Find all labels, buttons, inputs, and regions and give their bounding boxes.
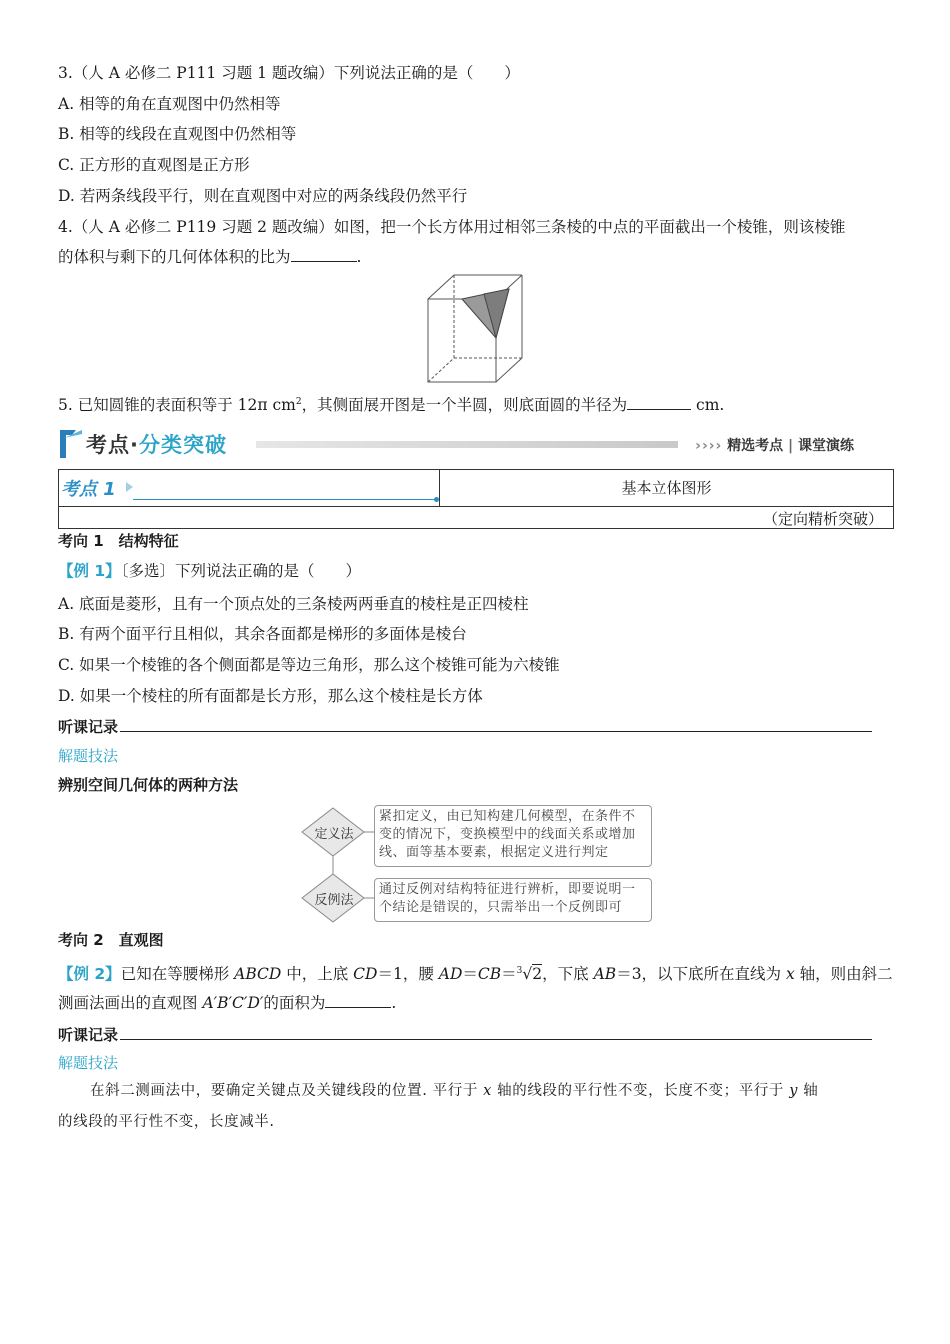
example-2-line1 (58, 961, 893, 984)
example-2-line2 (58, 993, 396, 1013)
example-1-tag: 【例 1】 (58, 562, 121, 580)
banner-right-b: 课堂演练 (798, 438, 854, 454)
q4-line1: 4.（人 A 必修二 P119 习题 2 题改编）如图，把一个长方体用过相邻三条棱的中点的平面截出一个棱锥，则该棱锥 (58, 218, 846, 236)
example-2-text: ＝3，以下底所在直线为 (616, 965, 786, 984)
var-cb: CB (477, 965, 502, 984)
example-1-text: 下列说法正确的是（ ） (174, 562, 361, 580)
tip-text: 轴 (798, 1083, 819, 1099)
chevrons-icon: ›››› (695, 438, 723, 454)
kaodian-box (58, 469, 894, 529)
q4-line2-text: 的体积与剩下的几何体体积的比为 (58, 248, 291, 266)
example-2-text: 测画法画出的直观图 (58, 994, 203, 1012)
cube-root: $^3$√2 (516, 965, 543, 984)
example-2-tag: 【例 2】 (58, 965, 121, 984)
example-2-text: ，下底 (542, 965, 594, 984)
answer-blank[interactable] (627, 395, 691, 410)
example-2-text: ＝ (462, 965, 478, 984)
section-title-dot: · (130, 433, 139, 457)
q5-line (58, 392, 724, 415)
record-label: 听课记录 (58, 1026, 119, 1044)
example-2-text: 已知在等腰梯形 (120, 965, 235, 984)
record-row-2 (58, 1024, 872, 1045)
def-method-box: 紧扣定义，由已知构建几何模型，在条件不变的情况下，变换模型中的线面关系或增加线、面等基本要素，根据定义进行判定 (374, 805, 652, 867)
q3-stem: 3.（人 A 必修二 P111 习题 1 题改编）下列说法正确的是（ ） (58, 64, 520, 82)
example-2-text: ＝1，腰 (377, 965, 439, 984)
tip-line2: 的线段的平行性不变，长度减半. (58, 1114, 275, 1130)
answer-blank[interactable] (291, 247, 357, 262)
cuboid-figure (424, 272, 526, 386)
example-2-text: 轴，则由斜二 (794, 965, 893, 984)
banner-right (695, 435, 854, 455)
var-cd: CD (353, 965, 378, 984)
var-ab: AB (593, 965, 617, 984)
banner-right-sep: | (788, 438, 794, 454)
example-1-option-c: C. 如果一个棱锥的各个侧面都是等边三角形，那么这个棱锥可能为六棱锥 (58, 656, 560, 674)
var-prime: A′B′C′D′ (202, 994, 264, 1012)
q5-sup: 2 (295, 397, 302, 407)
method-title: 辨别空间几何体的两种方法 (58, 776, 239, 794)
section-title-a: 考点 (86, 433, 130, 457)
tag-dot (434, 497, 439, 502)
example-2-text: . (391, 994, 397, 1012)
banner-rule (256, 441, 678, 448)
q3-option-a: A. 相等的角在直观图中仍然相等 (58, 95, 281, 113)
radicand: 2 (532, 965, 543, 984)
var-abcd: ABCD (234, 965, 282, 984)
example-1-option-b: B. 有两个面平行且相似，其余各面都是梯形的多面体是棱台 (58, 625, 467, 643)
banner-bracket-icon (58, 426, 84, 462)
example-2-text: 的面积为 (263, 994, 326, 1012)
example-2-text: ＝ (501, 965, 517, 984)
section-banner (58, 424, 894, 464)
q4-line2-end: . (356, 248, 362, 266)
q5-text: 5. 已知圆锥的表面积等于 12π cm (58, 396, 296, 415)
q5-unit: cm. (691, 396, 725, 415)
example-1-stem (58, 561, 361, 581)
var-x: x (483, 1083, 492, 1099)
tag-arrow-icon (125, 481, 135, 493)
counter-method-label: 反例法 (314, 893, 354, 908)
q5-text-2: ，其侧面展开图是一个半圆，则底面圆的半径为 (301, 396, 628, 415)
q3-option-b: B. 相等的线段在直观图中仍然相等 (58, 125, 297, 143)
q4-line2 (58, 247, 361, 267)
section-title (86, 429, 227, 459)
q3-option-d: D. 若两条线段平行，则在直观图中对应的两条线段仍然平行 (58, 187, 468, 205)
tips-label-2: 解题技法 (58, 1054, 119, 1072)
banner-right-a: 精选考点 (727, 438, 784, 454)
example-1-option-d: D. 如果一个棱柱的所有面都是长方形，那么这个棱柱是长方体 (58, 687, 483, 705)
kaodian-tag: 考点 1 (61, 479, 116, 500)
tip-text: 轴的线段的平行性不变，长度不变；平行于 (491, 1083, 790, 1099)
record-line[interactable] (120, 716, 872, 732)
record-label: 听课记录 (58, 718, 119, 736)
record-line[interactable] (120, 1024, 872, 1040)
kaodian-subtitle-cell (59, 506, 893, 528)
tag-underline (133, 499, 437, 500)
direction-1-label: 考向 1 结构特征 (58, 532, 179, 550)
tips-label-1: 解题技法 (58, 747, 119, 765)
tip-line1 (90, 1081, 818, 1101)
example-2-text: 中，上底 (281, 965, 354, 984)
example-1-option-a: A. 底面是菱形，且有一个顶点处的三条棱两两垂直的棱柱是正四棱柱 (58, 595, 529, 613)
q3-option-c: C. 正方形的直观图是正方形 (58, 156, 250, 174)
answer-blank[interactable] (325, 993, 391, 1008)
def-method-label: 定义法 (314, 827, 354, 842)
record-row-1 (58, 716, 872, 737)
kaodian-subtitle: （定向精析突破） (762, 510, 883, 528)
section-title-b: 分类突破 (138, 433, 227, 457)
tip-text: 在斜二测画法中，要确定关键点及关键线段的位置. 平行于 (90, 1083, 484, 1099)
var-x: x (785, 965, 795, 984)
counter-method-box: 通过反例对结构特征进行辨析，即要说明一个结论是错误的，只需举出一个反例即可 (374, 878, 652, 922)
kaodian-tag-cell (59, 470, 440, 506)
direction-2-label: 考向 2 直观图 (58, 931, 164, 949)
var-y: y (789, 1083, 799, 1099)
kaodian-title: 基本立体图形 (621, 479, 712, 497)
var-ad: AD (438, 965, 463, 984)
example-1-type: 〔多选〕 (120, 562, 175, 580)
root-index: 3 (516, 966, 523, 976)
